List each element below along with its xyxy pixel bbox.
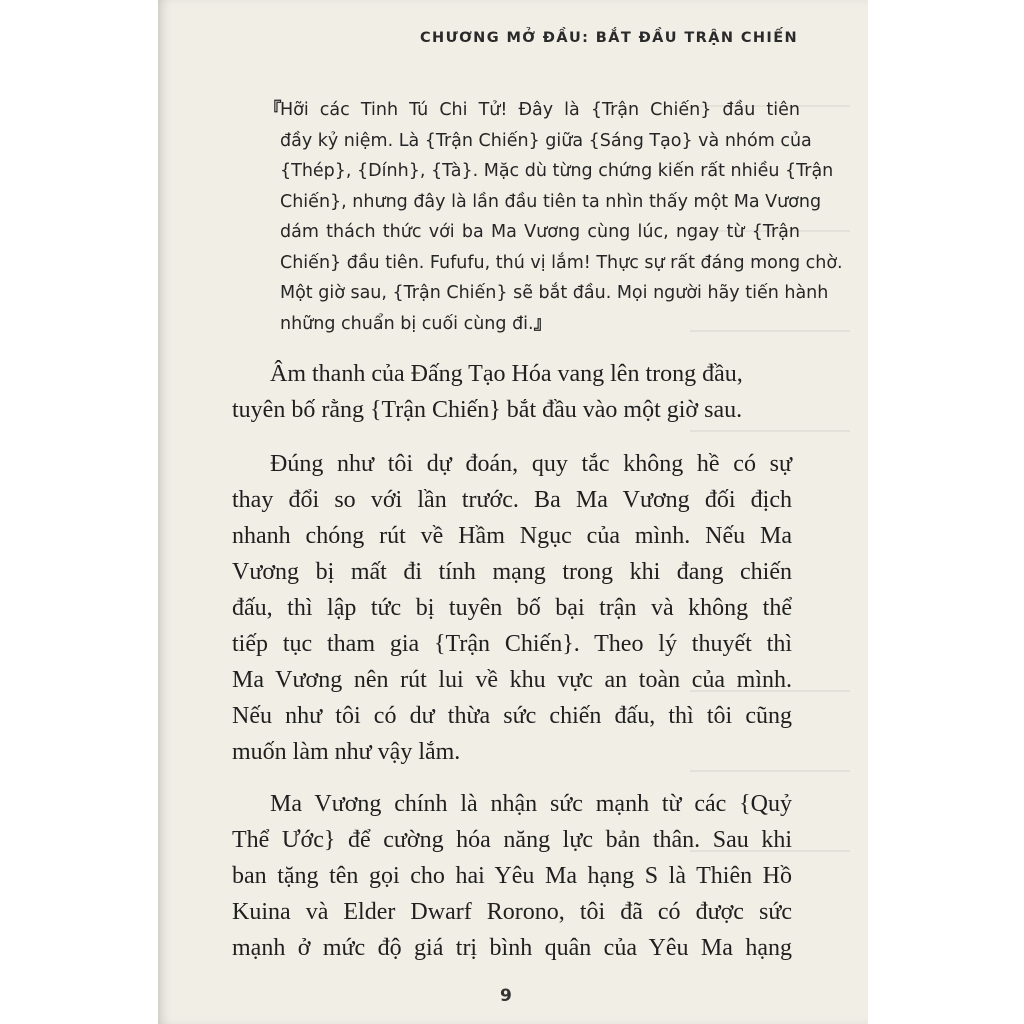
- paragraph-2: [232, 446, 792, 770]
- background-left: [0, 0, 160, 1024]
- show-through-line: [690, 430, 850, 432]
- paragraph-line: Ma Vương nên rút lui về khu vực an toàn của mình.: [232, 667, 792, 693]
- notice-line: dám thách thức với ba Ma Vương cùng lúc, ngay từ {Trận: [280, 222, 800, 242]
- paragraph-line: Nếu như tôi có dư thừa sức chiến đấu, thì tôi cũng: [232, 703, 792, 729]
- notice-bracket-open: 『: [264, 100, 282, 120]
- notice-line-text: Hỡi các Tinh Tú Chi Tử! Đây là {Trận Chiến} đầu tiên: [280, 100, 800, 120]
- page-number: 9: [500, 986, 512, 1006]
- notice-line: [280, 309, 800, 340]
- paragraph-line: Âm thanh của Đấng Tạo Hóa vang lên trong đầu,: [270, 361, 743, 387]
- notice-line: Chiến} đầu tiên. Fufufu, thú vị lắm! Thực sự rất đáng mong chờ.: [280, 252, 843, 273]
- running-head-title: CHƯƠNG MỞ ĐẦU: BẮT ĐẦU TRẬN CHIẾN: [420, 30, 799, 46]
- notice-line: [264, 95, 800, 126]
- paragraph-line: Vương bị mất đi tính mạng trong khi đang chiến: [232, 559, 792, 585]
- system-notice: [264, 95, 843, 339]
- notice-line-text: những chuẩn bị cuối cùng đi.: [280, 313, 534, 334]
- notice-line: Chiến}, nhưng đây là lần đầu tiên ta nhìn thấy một Ma Vương: [280, 191, 822, 212]
- notice-line: {Thép}, {Dính}, {Tà}. Mặc dù từng chứng kiến rất nhiều {Trận: [280, 161, 834, 181]
- notice-line: Một giờ sau, {Trận Chiến} sẽ bắt đầu. Mọi người hãy tiến hành: [280, 283, 829, 303]
- paragraph-line: Kuina và Elder Dwarf Rorono, tôi đã có được sức: [232, 899, 792, 925]
- show-through-line: [690, 770, 850, 772]
- paragraph-line: Ma Vương chính là nhận sức mạnh từ các {Quỷ: [270, 791, 792, 817]
- paragraph-line: tuyên bố rằng {Trận Chiến} bắt đầu vào một giờ sau.: [232, 397, 743, 423]
- paragraph-line: tiếp tục tham gia {Trận Chiến}. Theo lý thuyết thì: [232, 631, 792, 657]
- paragraph-1: [232, 356, 792, 428]
- paragraph-line: muốn làm như vậy lắm.: [232, 739, 461, 765]
- paragraph-line: Thể Ước} để cường hóa năng lực bản thân. Sau khi: [232, 827, 792, 853]
- background-right: [866, 0, 1024, 1024]
- notice-line: đầy kỷ niệm. Là {Trận Chiến} giữa {Sáng Tạo} và nhóm của: [280, 130, 812, 151]
- paragraph-line: Đúng như tôi dự đoán, quy tắc không hề có sự: [270, 451, 792, 477]
- paragraph-line: ban tặng tên gọi cho hai Yêu Ma hạng S là Thiên Hồ: [232, 863, 792, 889]
- paragraph-line: thay đổi so với lần trước. Ba Ma Vương đối địch: [232, 487, 792, 513]
- paragraph-line: nhanh chóng rút về Hầm Ngục của mình. Nếu Ma: [232, 523, 792, 549]
- paragraph-line: đấu, thì lập tức bị tuyên bố bại trận và không thể: [232, 595, 792, 621]
- paragraph-3: [232, 786, 792, 966]
- notice-bracket-close: 』: [533, 313, 552, 334]
- paragraph-line: mạnh ở mức độ giá trị bình quân của Yêu Ma hạng: [232, 935, 792, 961]
